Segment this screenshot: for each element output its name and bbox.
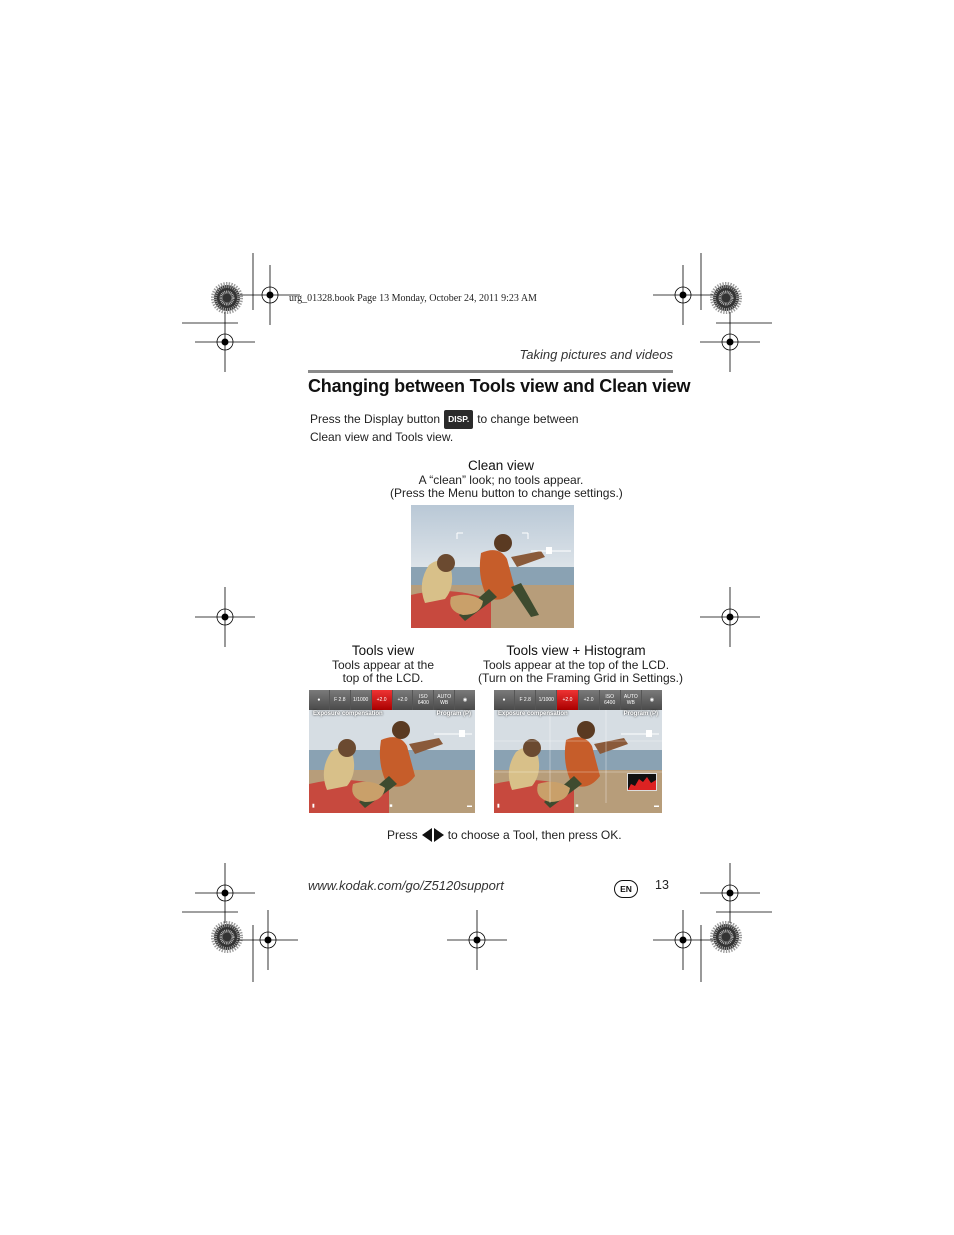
lcd-tool-wb: AUTO WB [434,690,454,710]
tools-view-image [309,690,475,813]
tools-histogram-image [494,690,662,813]
lcd-tool-shutter: 1/1000 [536,690,556,710]
lcd-tool-label-left: Exposure compensation [313,711,383,717]
lcd-tool-iso: ISO 6400 [413,690,433,710]
lcd-toolbar-histogram-view [494,690,662,710]
intro-text-2: to change between [477,412,579,426]
tools-view-line1: Tools appear at the [331,658,435,672]
camera-icon: ■ [389,803,393,809]
lcd-tool-scene-icon: ● [494,690,514,710]
lcd-tool-aperture: F 2.8 [330,690,350,710]
lcd-status-bar [494,803,662,811]
intro-paragraph [310,410,579,446]
lcd-tool-flash-comp: +2.0 [579,690,599,710]
battery-icon: ▮ [312,803,315,809]
section-rule [308,370,673,373]
clean-view-line2: (Press the Menu button to change settings.) [390,486,623,500]
left-arrow-icon [422,828,432,842]
running-head: Taking pictures and videos [519,347,673,362]
press-text: Press [387,828,418,842]
intro-text-3: Clean view and Tools view. [310,430,454,444]
histogram-icon [627,773,657,791]
lcd-tool-wb: AUTO WB [621,690,641,710]
clean-view-heading: Clean view [467,458,535,473]
tools-view-line2: top of the LCD. [342,671,424,685]
clean-view-caption [390,457,623,500]
card-icon: ▬ [466,803,472,809]
lcd-tool-iso: ISO 6400 [600,690,620,710]
clean-view-image [411,505,574,628]
lcd-tool-exposure-active: +2.0 [372,690,392,710]
lcd-tool-scene-icon: ● [309,690,329,710]
lcd-toolbar [309,690,475,710]
right-arrow-icon [434,828,444,842]
tools-histogram-heading: Tools view + Histogram [506,643,646,658]
page-title: Changing between Tools view and Clean view [308,376,691,396]
lcd-tool-label-left: Exposure compensation [498,711,568,717]
lcd-tool-label-right: Program (P) [436,711,471,717]
support-url: www.kodak.com/go/Z5120support [308,878,504,893]
lcd-tool-label-right: Program (P) [623,711,658,717]
tools-histogram-line1: Tools appear at the top of the LCD. [482,658,670,672]
card-icon: ▬ [653,803,659,809]
lcd-tool-settings-icon: ◉ [642,690,662,710]
camera-icon: ■ [575,803,579,809]
lcd-tool-exposure-active: +2.0 [557,690,577,710]
battery-icon: ▮ [497,803,500,809]
lcd-tool-aperture: F 2.8 [515,690,535,710]
lcd-status-bar [309,803,475,811]
disp-button-icon: DISP. [444,410,473,429]
page-number: 13 [655,878,669,892]
press-text-after: to choose a Tool, then press OK. [447,828,622,842]
lcd-tool-settings-icon: ◉ [455,690,475,710]
book-file-info: urg_01328.book Page 13 Monday, October 24, 2011 9:23 AM [289,293,537,304]
lcd-tool-flash-comp: +2.0 [393,690,413,710]
tools-histogram-caption [478,642,683,685]
clean-view-line1: A “clean” look; no tools appear. [418,473,584,487]
lcd-tool-shutter: 1/1000 [351,690,371,710]
navigation-instruction [387,828,622,842]
tools-histogram-line2: (Turn on the Framing Grid in Settings.) [478,671,683,685]
tools-view-caption [330,642,436,685]
language-badge: EN [614,880,638,898]
tools-view-heading: Tools view [351,643,415,658]
intro-text-1: Press the Display button [310,412,441,426]
